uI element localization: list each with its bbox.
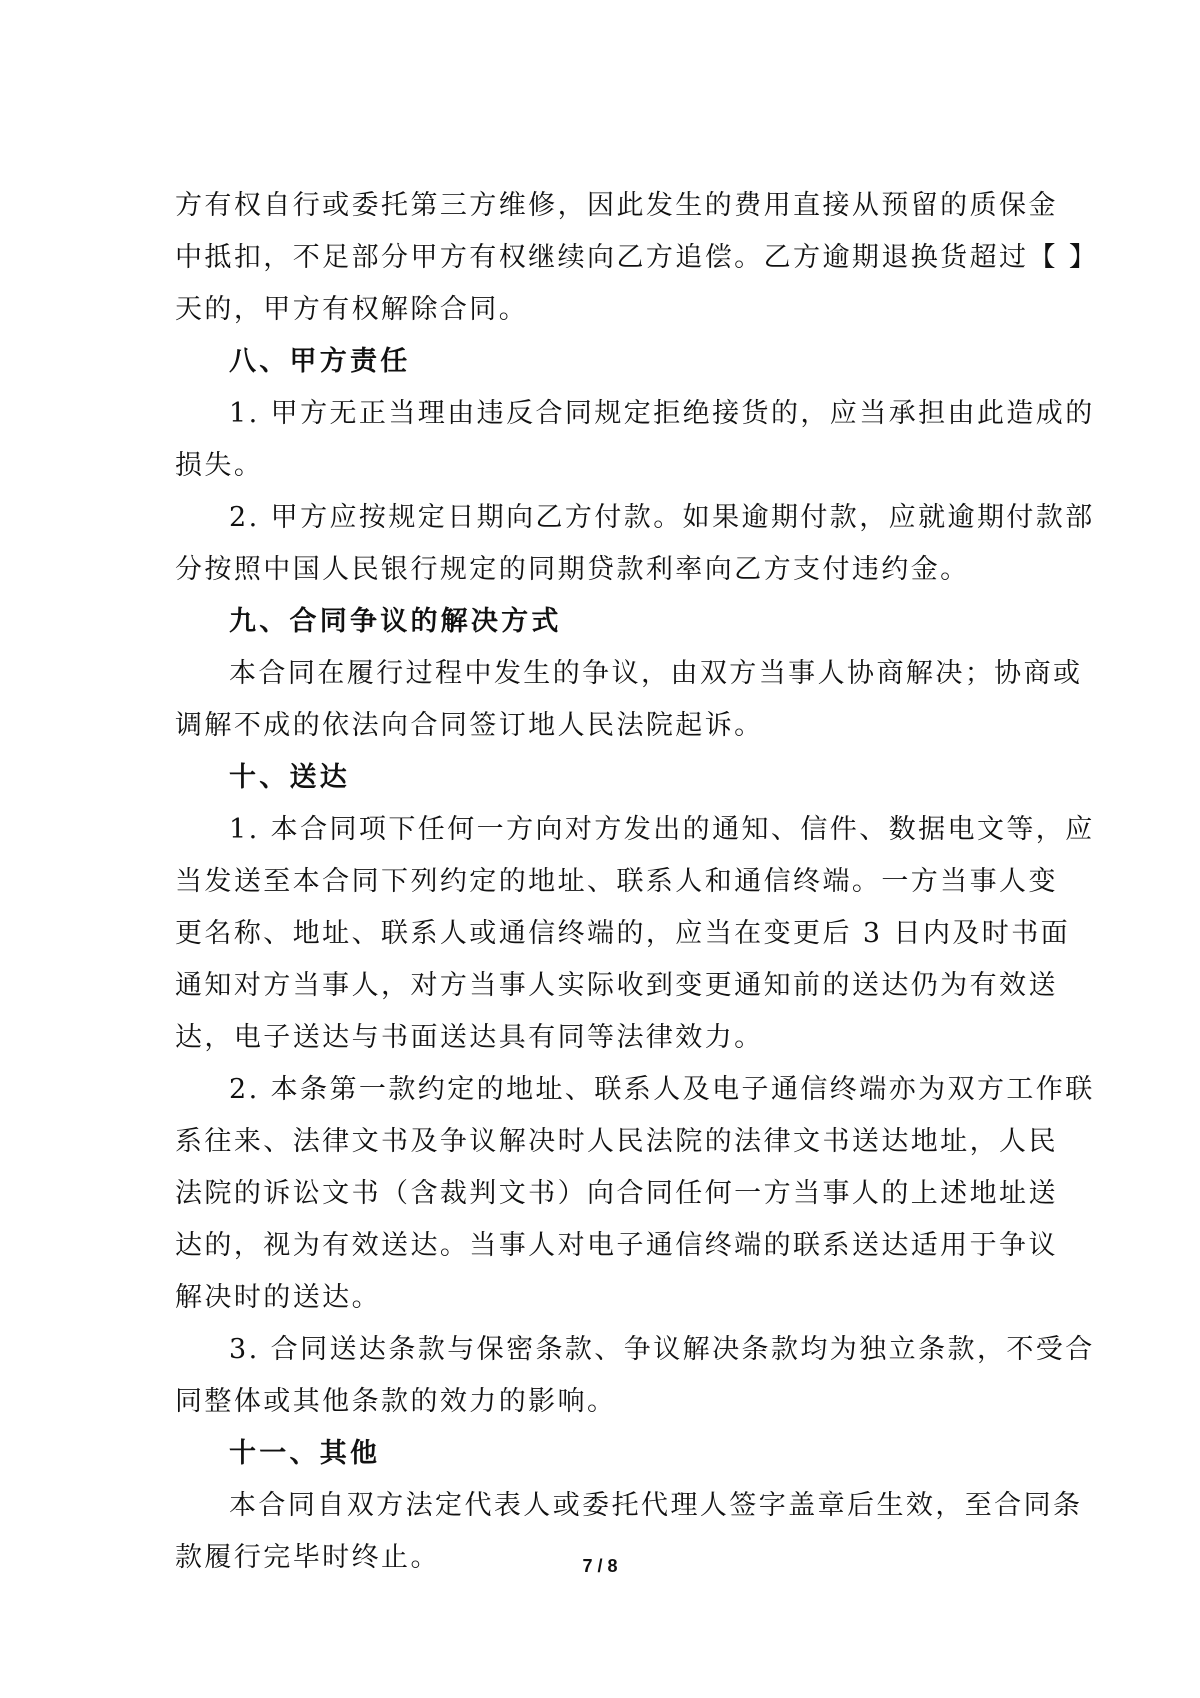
section-heading: 九、合同争议的解决方式 bbox=[229, 606, 562, 637]
text-line: 更名称、地址、联系人或通信终端的，应当在变更后 3 日内及时书面 bbox=[175, 918, 1071, 949]
text-line: 中抵扣，不足部分甲方有权继续向乙方追偿。乙方逾期退换货超过【 】 bbox=[175, 242, 1099, 273]
text-line: 当发送至本合同下列约定的地址、联系人和通信终端。一方当事人变 bbox=[175, 866, 1058, 897]
text-line: 天的，甲方有权解除合同。 bbox=[175, 294, 529, 325]
text-line: 2. 本条第一款约定的地址、联系人及电子通信终端亦为双方工作联 bbox=[229, 1074, 1095, 1105]
section-heading: 十一、其他 bbox=[229, 1438, 381, 1469]
page-number: 7 / 8 bbox=[582, 1556, 618, 1576]
text-line: 本合同自双方法定代表人或委托代理人签字盖章后生效，至合同条 bbox=[229, 1490, 1083, 1521]
text-line: 本合同在履行过程中发生的争议，由双方当事人协商解决；协商或 bbox=[229, 658, 1083, 689]
text-line: 损失。 bbox=[175, 450, 264, 481]
text-line: 达的，视为有效送达。当事人对电子通信终端的联系送达适用于争议 bbox=[175, 1230, 1058, 1261]
text-line: 3. 合同送达条款与保密条款、争议解决条款均为独立条款，不受合 bbox=[229, 1334, 1095, 1365]
text-line: 达，电子送达与书面送达具有同等法律效力。 bbox=[175, 1022, 764, 1053]
text-line: 款履行完毕时终止。 bbox=[175, 1542, 440, 1573]
text-line: 1. 本合同项下任何一方向对方发出的通知、信件、数据电文等，应 bbox=[229, 814, 1095, 845]
text-line: 调解不成的依法向合同签订地人民法院起诉。 bbox=[175, 710, 764, 741]
text-line: 2. 甲方应按规定日期向乙方付款。如果逾期付款，应就逾期付款部 bbox=[229, 502, 1095, 533]
section-heading: 十、送达 bbox=[229, 762, 350, 793]
text-line: 同整体或其他条款的效力的影响。 bbox=[175, 1386, 617, 1417]
text-line: 法院的诉讼文书（含裁判文书）向合同任何一方当事人的上述地址送 bbox=[175, 1178, 1058, 1209]
text-line: 分按照中国人民银行规定的同期贷款利率向乙方支付违约金。 bbox=[175, 554, 970, 585]
text-line: 通知对方当事人，对方当事人实际收到变更通知前的送达仍为有效送 bbox=[175, 970, 1058, 1001]
text-line: 方有权自行或委托第三方维修，因此发生的费用直接从预留的质保金 bbox=[175, 190, 1058, 221]
document-page-body bbox=[175, 180, 1099, 1584]
text-line: 解决时的送达。 bbox=[175, 1282, 382, 1313]
section-heading: 八、甲方责任 bbox=[229, 346, 411, 377]
text-line: 1. 甲方无正当理由违反合同规定拒绝接货的，应当承担由此造成的 bbox=[229, 398, 1095, 429]
text-line: 系往来、法律文书及争议解决时人民法院的法律文书送达地址，人民 bbox=[175, 1126, 1058, 1157]
